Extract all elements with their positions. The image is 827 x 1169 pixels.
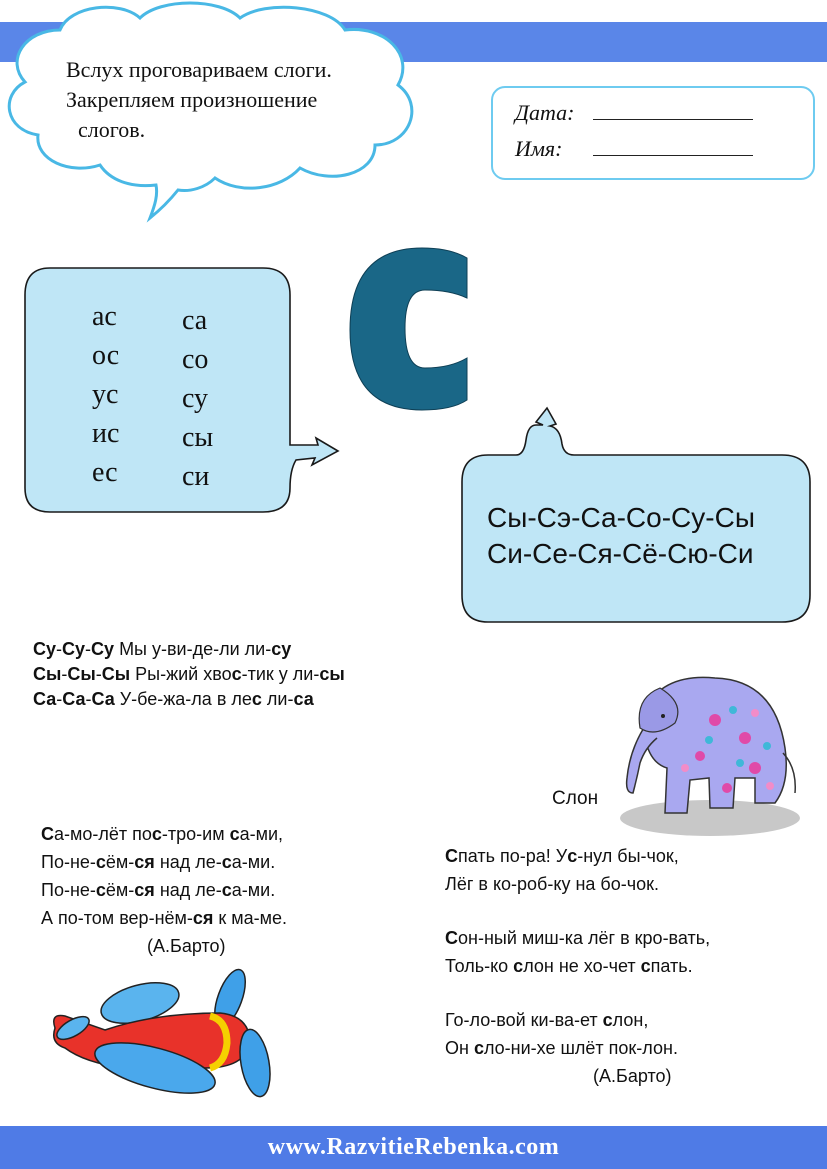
poem-airplane	[41, 820, 287, 960]
instruction-line: Вслух проговариваем слоги.	[66, 57, 332, 82]
poem-line: Спать по-ра! Ус-нул бы-чок,	[445, 846, 679, 866]
chants	[33, 637, 345, 712]
syllable: сы	[182, 422, 214, 453]
instruction-line: слогов.	[78, 117, 146, 142]
elephant-label: Слон	[552, 788, 599, 809]
poem-line	[445, 980, 710, 1006]
chant-line: Са-Са-Са У-бе-жа-ла в лес ли-са	[33, 689, 314, 709]
chain-line: Си-Се-Ся-Сё-Сю-Си	[487, 538, 754, 569]
poem-line: Лёг в ко-роб-ку на бо-чок.	[445, 874, 659, 894]
poem-line: По-не-сём-ся над ле-са-ми.	[41, 880, 276, 900]
big-letter-s	[350, 248, 467, 410]
chant-line: Су-Су-Су Мы у-ви-де-ли ли-су	[33, 639, 292, 659]
poem-line: Го-ло-вой ки-ва-ет слон,	[445, 1010, 649, 1030]
name-label: Имя:	[515, 136, 563, 161]
syllable: со	[182, 344, 209, 375]
poem-line: Сон-ный миш-ка лёг в кро-вать,	[445, 928, 711, 948]
airplane-illustration	[45, 968, 285, 1110]
syllable: су	[182, 383, 209, 414]
syllables-right	[182, 301, 213, 496]
syllable: си	[182, 461, 210, 492]
chain-line: Сы-Сэ-Са-Со-Су-Сы	[487, 502, 755, 533]
poem-line: Толь-ко слон не хо-чет спать.	[445, 956, 693, 976]
syllable: ос	[92, 340, 120, 371]
syllable: са	[182, 305, 208, 336]
poem-author: (А.Барто)	[147, 936, 226, 956]
elephant-illustration	[605, 668, 805, 840]
syllables-left	[92, 297, 119, 492]
site-url[interactable]: www.RazvitieRebenka.com	[267, 1134, 560, 1160]
poem-line	[445, 898, 710, 924]
chant-line: Сы-Сы-Сы Ры-жий хвос-тик у ли-сы	[33, 664, 345, 684]
date-label: Дата:	[515, 100, 575, 125]
poem-line: Он сло-ни-хе шлёт пок-лон.	[445, 1038, 678, 1058]
poem-elephant	[445, 842, 710, 1090]
syllable: ус	[92, 379, 119, 410]
syllable: ас	[92, 301, 117, 332]
syllable: ис	[92, 418, 120, 449]
poem-author: (А.Барто)	[593, 1066, 672, 1086]
syllable-chains	[487, 500, 755, 572]
poem-line: Са-мо-лёт пос-тро-им са-ми,	[41, 824, 284, 844]
poem-line: А по-том вер-нём-ся к ма-ме.	[41, 908, 288, 928]
syllable: ес	[92, 457, 118, 488]
instruction-line: Закрепляем произношение	[66, 87, 318, 112]
poem-line: По-не-сём-ся над ле-са-ми.	[41, 852, 276, 872]
